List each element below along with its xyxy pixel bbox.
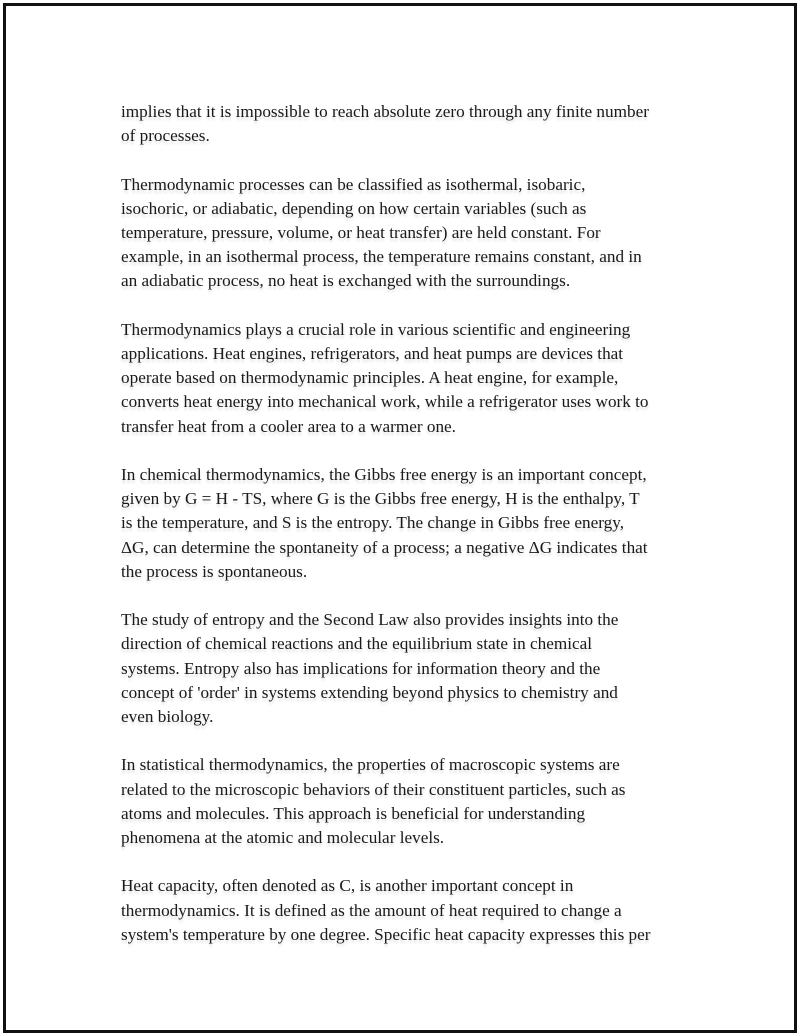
text-line: The study of entropy and the Second Law also provides insights into the (121, 610, 619, 630)
text-line: even biology. (121, 707, 214, 727)
text-line: an adiabatic process, no heat is exchanged with the surroundings. (121, 271, 571, 291)
text-line: isochoric, or adiabatic, depending on how certain variables (such as (121, 198, 587, 218)
text-line: operate based on thermodynamic principles. A heat engine, for example, (121, 368, 619, 388)
text-line: ΔG, can determine the spontaneity of a process; a negative ΔG indicates that (121, 537, 648, 557)
text-line: atoms and molecules. This approach is beneficial for understanding (121, 803, 586, 823)
document-page (3, 3, 797, 1033)
text-line: Thermodynamic processes can be classified as isothermal, isobaric, (121, 174, 586, 194)
text-line: the process is spontaneous. (121, 561, 308, 581)
text-line: applications. Heat engines, refrigerators, and heat pumps are devices that (121, 344, 624, 363)
text-line: is the temperature, and S is the entropy. The change in Gibbs free energy, (121, 513, 625, 533)
text-line: direction of chemical reactions and the equilibrium state in chemical (121, 634, 593, 654)
text-line: example, in an isothermal process, the temperature remains constant, and in (121, 247, 642, 267)
text-line: systems. Entropy also has implications for information theory and the (121, 658, 601, 678)
text-line: phenomena at the atomic and molecular levels. (121, 828, 445, 848)
text-line: given by G = H - TS, where G is the Gibbs free energy, H is the enthalpy, T (121, 489, 640, 509)
paragraph-applications (121, 318, 701, 439)
text-line: of processes. (121, 126, 210, 146)
paragraph-statistical-thermodynamics (121, 753, 701, 850)
paragraph-process-types (121, 173, 701, 294)
paragraph-entropy-second-law (121, 608, 701, 729)
text-line: related to the microscopic behaviors of their constituent particles, such as (121, 779, 626, 799)
text-line: system's temperature by one degree. Specific heat capacity expresses this per (121, 924, 651, 944)
document-body (121, 100, 701, 971)
text-line: temperature, pressure, volume, or heat transfer) are held constant. For (121, 223, 601, 242)
paragraph-absolute-zero (121, 100, 701, 148)
paragraph-heat-capacity (121, 874, 701, 947)
text-line: thermodynamics. It is defined as the amount of heat required to change a (121, 900, 622, 920)
text-line: In chemical thermodynamics, the Gibbs free energy is an important concept, (121, 465, 647, 484)
text-line: implies that it is impossible to reach absolute zero through any finite number (121, 102, 649, 121)
text-line: Thermodynamics plays a crucial role in various scientific and engineering (121, 319, 631, 339)
text-line: converts heat energy into mechanical work, while a refrigerator uses work to (121, 392, 649, 412)
text-line: transfer heat from a cooler area to a warmer one. (121, 416, 456, 436)
text-line: concept of 'order' in systems extending beyond physics to chemistry and (121, 682, 618, 702)
text-line: In statistical thermodynamics, the properties of macroscopic systems are (121, 755, 620, 775)
paragraph-gibbs-free-energy (121, 463, 701, 584)
text-line: Heat capacity, often denoted as C, is another important concept in (121, 876, 574, 896)
